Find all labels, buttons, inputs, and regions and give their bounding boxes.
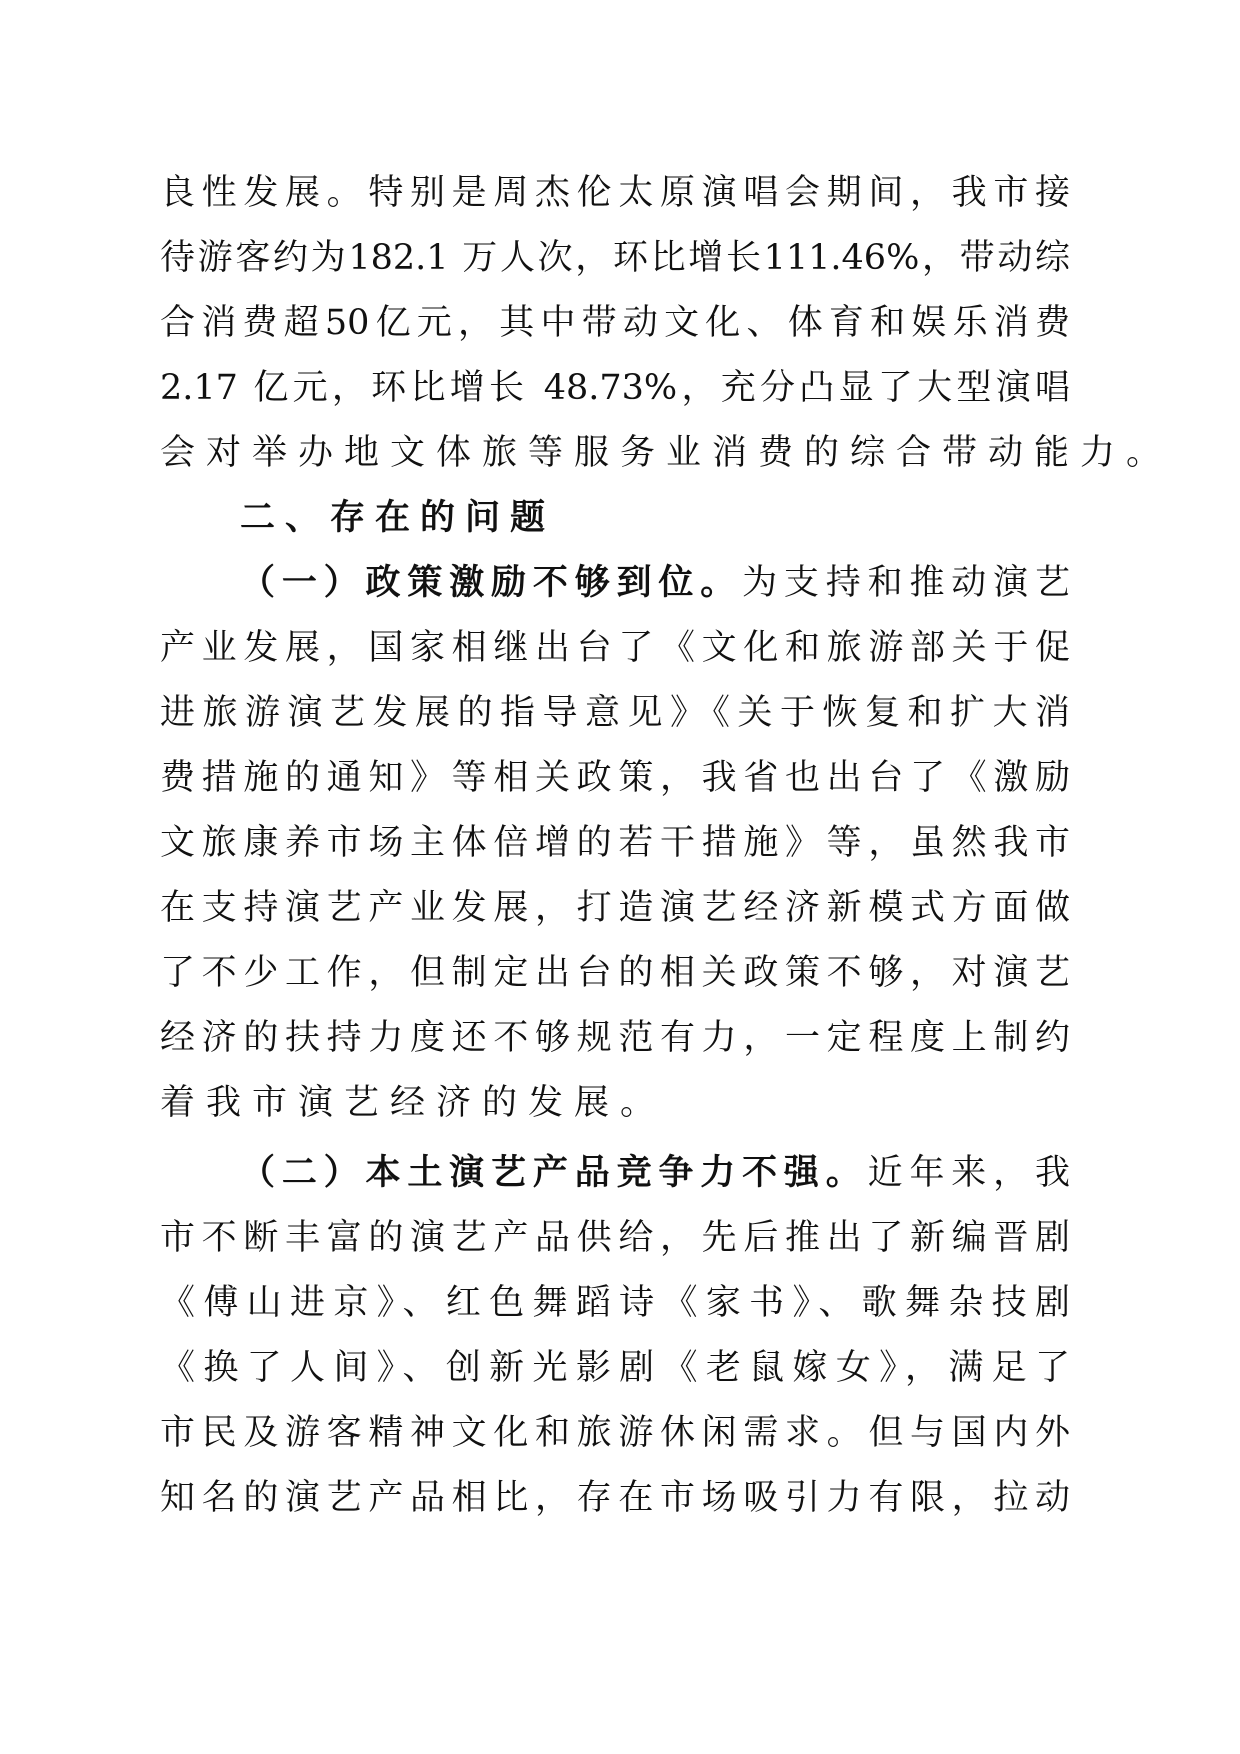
sub2-line-4: 市民及游客精神文化和旅游休闲需求。但与国内外 [160,1413,1070,1453]
sub1-line-8: 着我市演艺经济的发展。 [160,1083,667,1123]
sub2-line-3: 《换了人间》、创新光影剧《老鼠嫁女》，满足了 [160,1348,1070,1388]
intro-line-5: 会对举办地文体旅等服务业消费的综合带动能力。 [160,433,1173,473]
sub2-line-1: 市不断丰富的演艺产品供给，先后推出了新编晋剧 [160,1218,1070,1258]
sub1-first-line [160,558,1070,608]
sub1-first-line-rest: 为支持和推动演艺 [742,563,1070,603]
section-heading: 二、存在的问题 [240,498,556,538]
sub2-first-line-rest: 近年来，我 [867,1153,1070,1193]
sub2-line-2: 《傅山进京》、红色舞蹈诗《家书》、歌舞杂技剧 [160,1283,1070,1323]
sub1-title: （一）政策激励不够到位。 [240,563,743,603]
sub1-line-3: 费措施的通知》等相关政策，我省也出台了《激励 [160,758,1070,798]
sub2-line-5: 知名的演艺产品相比，存在市场吸引力有限，拉动 [160,1478,1070,1518]
intro-line-2: 待游客约为182.1 万人次，环比增长111.46%，带动综 [160,238,1070,278]
sub1-line-6: 了不少工作，但制定出台的相关政策不够，对演艺 [160,953,1070,993]
intro-line-3: 合消费超50亿元，其中带动文化、体育和娱乐消费 [160,303,1070,343]
intro-line-4: 2.17 亿元，环比增长 48.73%，充分凸显了大型演唱 [160,368,1070,408]
sub2-title: （二）本土演艺产品竞争力不强。 [240,1153,868,1193]
sub2-first-line [160,1148,1070,1198]
sub1-line-4: 文旅康养市场主体倍增的若干措施》等，虽然我市 [160,823,1070,863]
sub1-line-5: 在支持演艺产业发展，打造演艺经济新模式方面做 [160,888,1070,928]
intro-line-1: 良性发展。特别是周杰伦太原演唱会期间，我市接 [160,173,1070,213]
sub1-line-7: 经济的扶持力度还不够规范有力，一定程度上制约 [160,1018,1070,1058]
sub1-line-1: 产业发展，国家相继出台了《文化和旅游部关于促 [160,628,1070,668]
sub1-line-2: 进旅游演艺发展的指导意见》《关于恢复和扩大消 [160,693,1070,733]
